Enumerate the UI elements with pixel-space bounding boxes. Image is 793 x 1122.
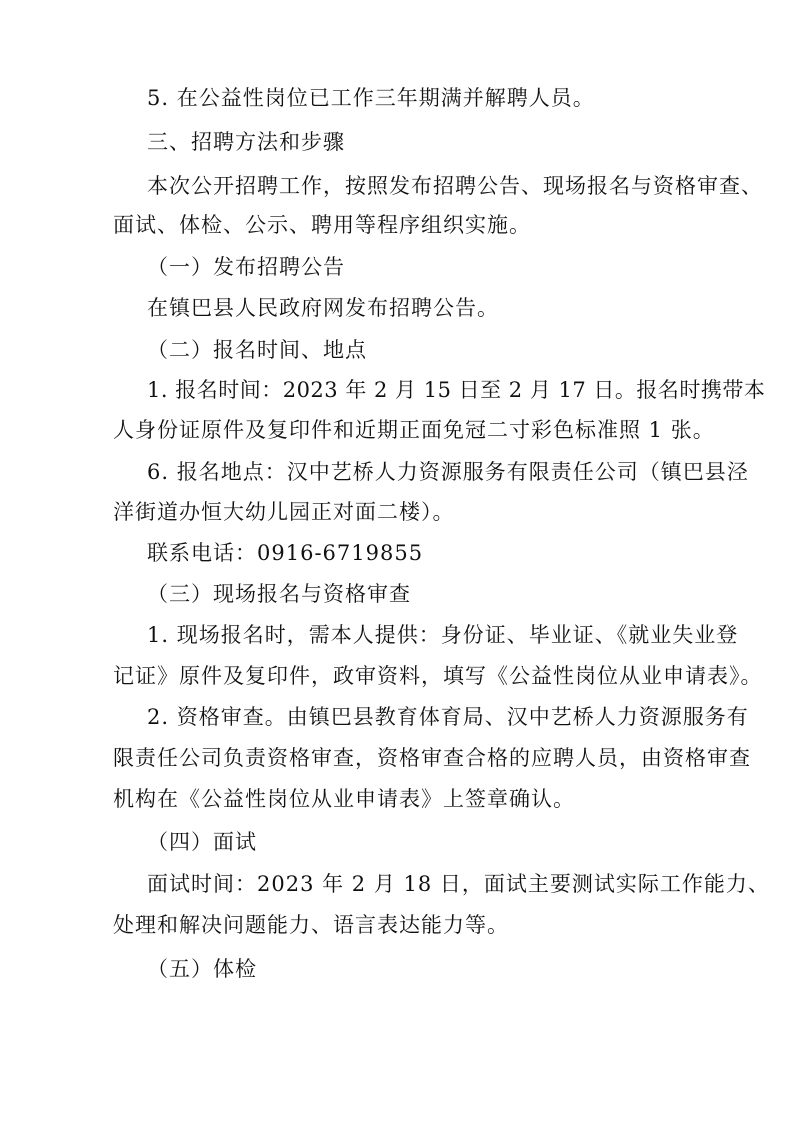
paragraph-line: 5. 在公益性岗位已工作三年期满并解聘人员。 <box>147 86 595 110</box>
subsection-heading: （五）体检 <box>147 957 257 981</box>
subsection-heading: （四）面试 <box>147 830 257 854</box>
section-heading: 三、招聘方法和步骤 <box>147 130 345 154</box>
subsection-heading: （三）现场报名与资格审查 <box>147 582 411 606</box>
paragraph-line: 机构在《公益性岗位从业申请表》上签章确认。 <box>113 787 575 811</box>
paragraph-line: 在镇巴县人民政府网发布招聘公告。 <box>147 296 499 320</box>
paragraph-line: 限责任公司负责资格审查，资格审查合格的应聘人员，由资格审查 <box>113 746 751 770</box>
contact-phone: 联系电话：0916-6719855 <box>147 541 424 565</box>
paragraph-line: 2. 资格审查。由镇巴县教育体育局、汉中艺桥人力资源服务有 <box>147 705 749 729</box>
paragraph-line: 记证》原件及复印件，政审资料，填写《公益性岗位从业申请表》。 <box>113 664 763 688</box>
subsection-heading: （二）报名时间、地点 <box>147 338 367 362</box>
paragraph-line: 面试、体检、公示、聘用等程序组织实施。 <box>113 213 531 237</box>
paragraph-line: 人身份证原件及复印件和近期正面免冠二寸彩色标准照 1 张。 <box>113 418 715 442</box>
paragraph-line: 面试时间：2023 年 2 月 18 日，面试主要测试实际工作能力、 <box>147 872 770 896</box>
paragraph-line: 本次公开招聘工作，按照发布招聘公告、现场报名与资格审查、 <box>147 174 763 198</box>
paragraph-line: 洋街道办恒大幼儿园正对面二楼）。 <box>113 500 455 524</box>
paragraph-line: 6. 报名地点：汉中艺桥人力资源服务有限责任公司（镇巴县泾 <box>147 460 749 484</box>
paragraph-line: 1. 现场报名时，需本人提供：身份证、毕业证、《就业失业登 <box>147 623 739 647</box>
paragraph-line: 1. 报名时间：2023 年 2 月 15 日至 2 月 17 日。报名时携带本 <box>147 378 766 402</box>
subsection-heading: （一）发布招聘公告 <box>147 255 345 279</box>
paragraph-line: 处理和解决问题能力、语言表达能力等。 <box>113 913 509 937</box>
